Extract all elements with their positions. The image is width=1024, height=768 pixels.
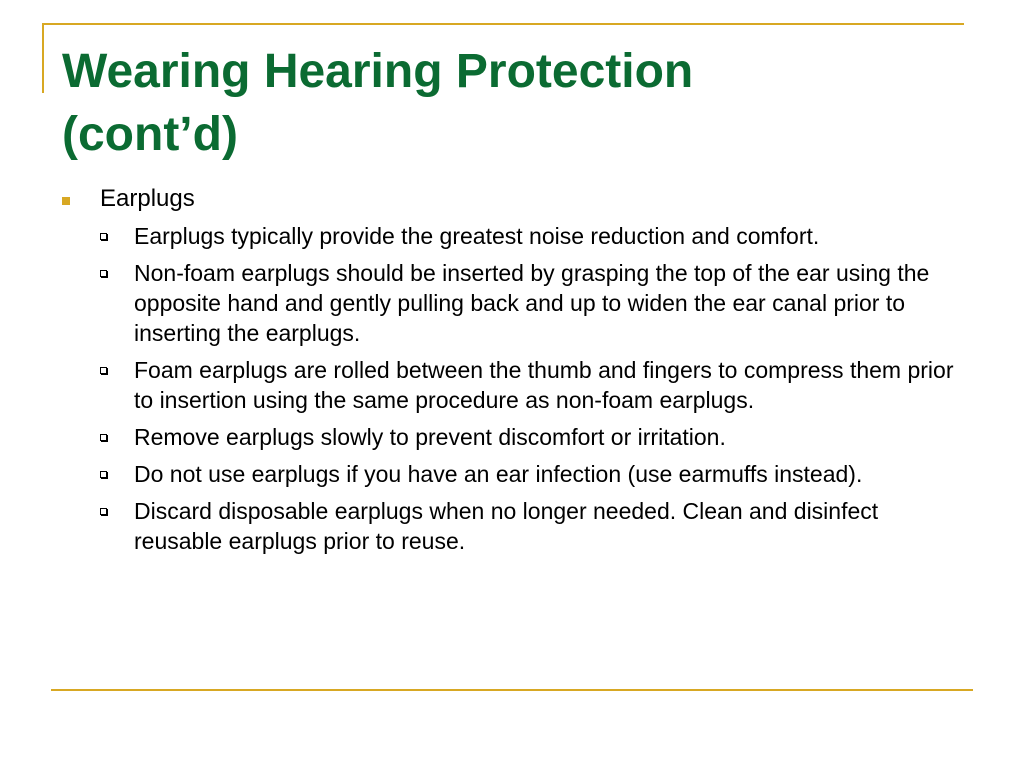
sub-bullet-text: Do not use earplugs if you have an ear infection (use earmuffs instead).	[134, 461, 863, 487]
sub-bullet-item	[100, 221, 962, 251]
sub-bullet-item	[100, 496, 962, 556]
square-bullet-icon	[62, 197, 70, 205]
hollow-square-bullet-icon	[100, 471, 107, 478]
left-rule	[42, 23, 44, 93]
sub-bullet-text: Foam earplugs are rolled between the thumb and fingers to compress them prior to insertion using the same procedure as non-foam earplugs.	[134, 357, 954, 413]
slide-content	[62, 183, 962, 563]
bullet-item	[62, 183, 962, 215]
title-line-1: Wearing Hearing Protection	[62, 45, 694, 98]
sub-bullet-item	[100, 459, 962, 489]
sub-bullet-text: Remove earplugs slowly to prevent discomfort or irritation.	[134, 424, 726, 450]
bullet-text: Earplugs	[100, 185, 195, 212]
sub-bullet-text: Earplugs typically provide the greatest noise reduction and comfort.	[134, 223, 820, 249]
bottom-rule	[51, 689, 973, 691]
sub-bullet-text: Non-foam earplugs should be inserted by grasping the top of the ear using the opposite hand and gently pulling back and up to widen the ear canal prior to inserting the earplugs.	[134, 260, 930, 346]
hollow-square-bullet-icon	[100, 233, 107, 240]
sub-bullet-list	[62, 221, 962, 556]
title-line-2: (cont’d)	[62, 108, 238, 161]
sub-bullet-item	[100, 422, 962, 452]
slide-title	[62, 40, 962, 166]
hollow-square-bullet-icon	[100, 270, 107, 277]
hollow-square-bullet-icon	[100, 434, 107, 441]
sub-bullet-item	[100, 355, 962, 415]
hollow-square-bullet-icon	[100, 367, 107, 374]
sub-bullet-text: Discard disposable earplugs when no longer needed. Clean and disinfect reusable earplugs prior to reuse.	[134, 498, 879, 554]
hollow-square-bullet-icon	[100, 508, 107, 515]
top-rule	[42, 23, 964, 25]
sub-bullet-item	[100, 258, 962, 348]
